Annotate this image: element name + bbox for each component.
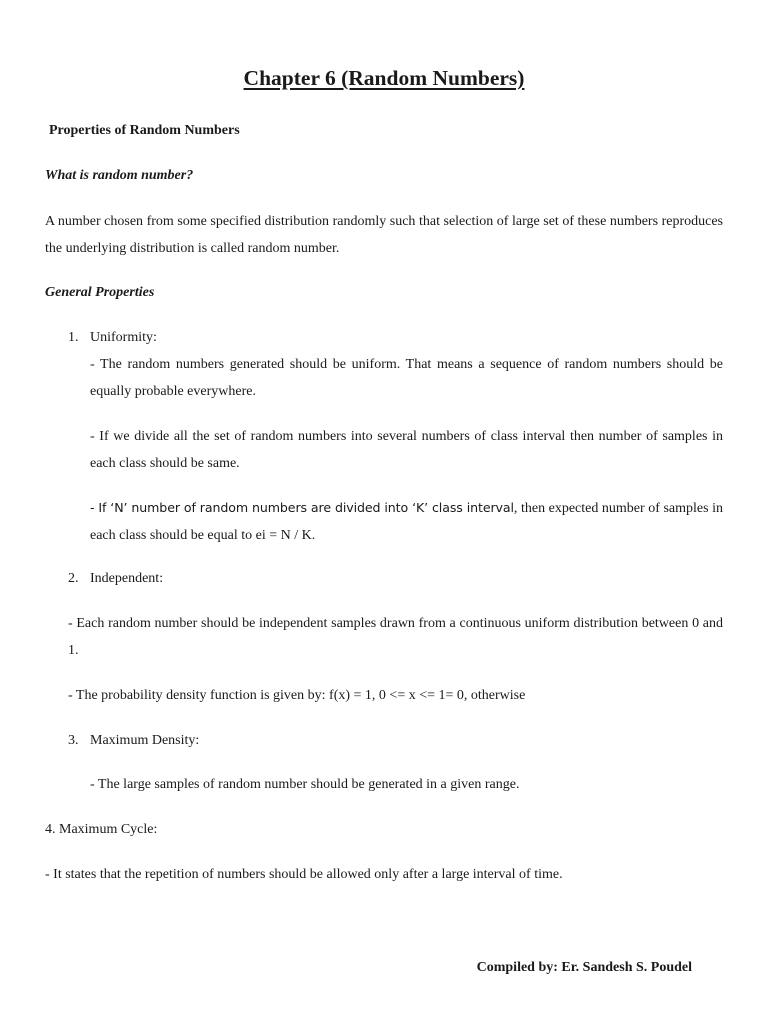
item-number-4: 4. <box>45 822 56 837</box>
item-number-3: 3. <box>68 733 79 748</box>
section-heading: Properties of Random Numbers <box>49 123 240 138</box>
independent-point-2: - The probability density function is given by: f(x) = 1, 0 <= x <= 1= 0, otherwise <box>68 688 526 703</box>
item-label-maximum-density: Maximum Density: <box>90 733 200 748</box>
general-properties-heading: General Properties <box>45 285 155 300</box>
definition-paragraph: A number chosen from some specified distribution randomly such that selection of large set of these numbers reproduces the underlying distribution is called random number. <box>45 214 723 256</box>
independent-point-1: - Each random number should be independent samples drawn from a continuous uniform distribution between 0 and 1. <box>68 616 723 658</box>
uniformity-point-3-rest: , then expected number of samples in each class should be equal to ei = N / K. <box>90 501 723 543</box>
item-number-1: 1. <box>68 330 79 345</box>
footer-credit: Compiled by: Er. Sandesh S. Poudel <box>476 960 692 975</box>
item-label-maximum-cycle: Maximum Cycle: <box>59 822 158 837</box>
uniformity-point-3 <box>90 494 723 549</box>
item-number-2: 2. <box>68 571 79 586</box>
maximum-density-point-1: - The large samples of random number should be generated in a given range. <box>90 777 520 792</box>
page-title: Chapter 6 (Random Numbers) <box>243 66 525 90</box>
uniformity-point-3-prefix: - If ‘N’ number of random numbers are divided into ‘K’ class interval <box>90 500 514 515</box>
maximum-cycle-point-1: - It states that the repetition of numbers should be allowed only after a large interval of time. <box>45 867 563 882</box>
uniformity-point-2: - If we divide all the set of random numbers into several numbers of class interval then number of samples in each class should be same. <box>90 429 723 471</box>
item-heading-maximum-cycle <box>45 820 157 840</box>
uniformity-point-1: - The random numbers generated should be uniform. That means a sequence of random numbers should be equally probable everywhere. <box>90 357 723 399</box>
question-heading: What is random number? <box>45 168 194 183</box>
item-label-independent: Independent: <box>90 571 164 586</box>
item-label-uniformity: Uniformity: <box>90 330 157 345</box>
